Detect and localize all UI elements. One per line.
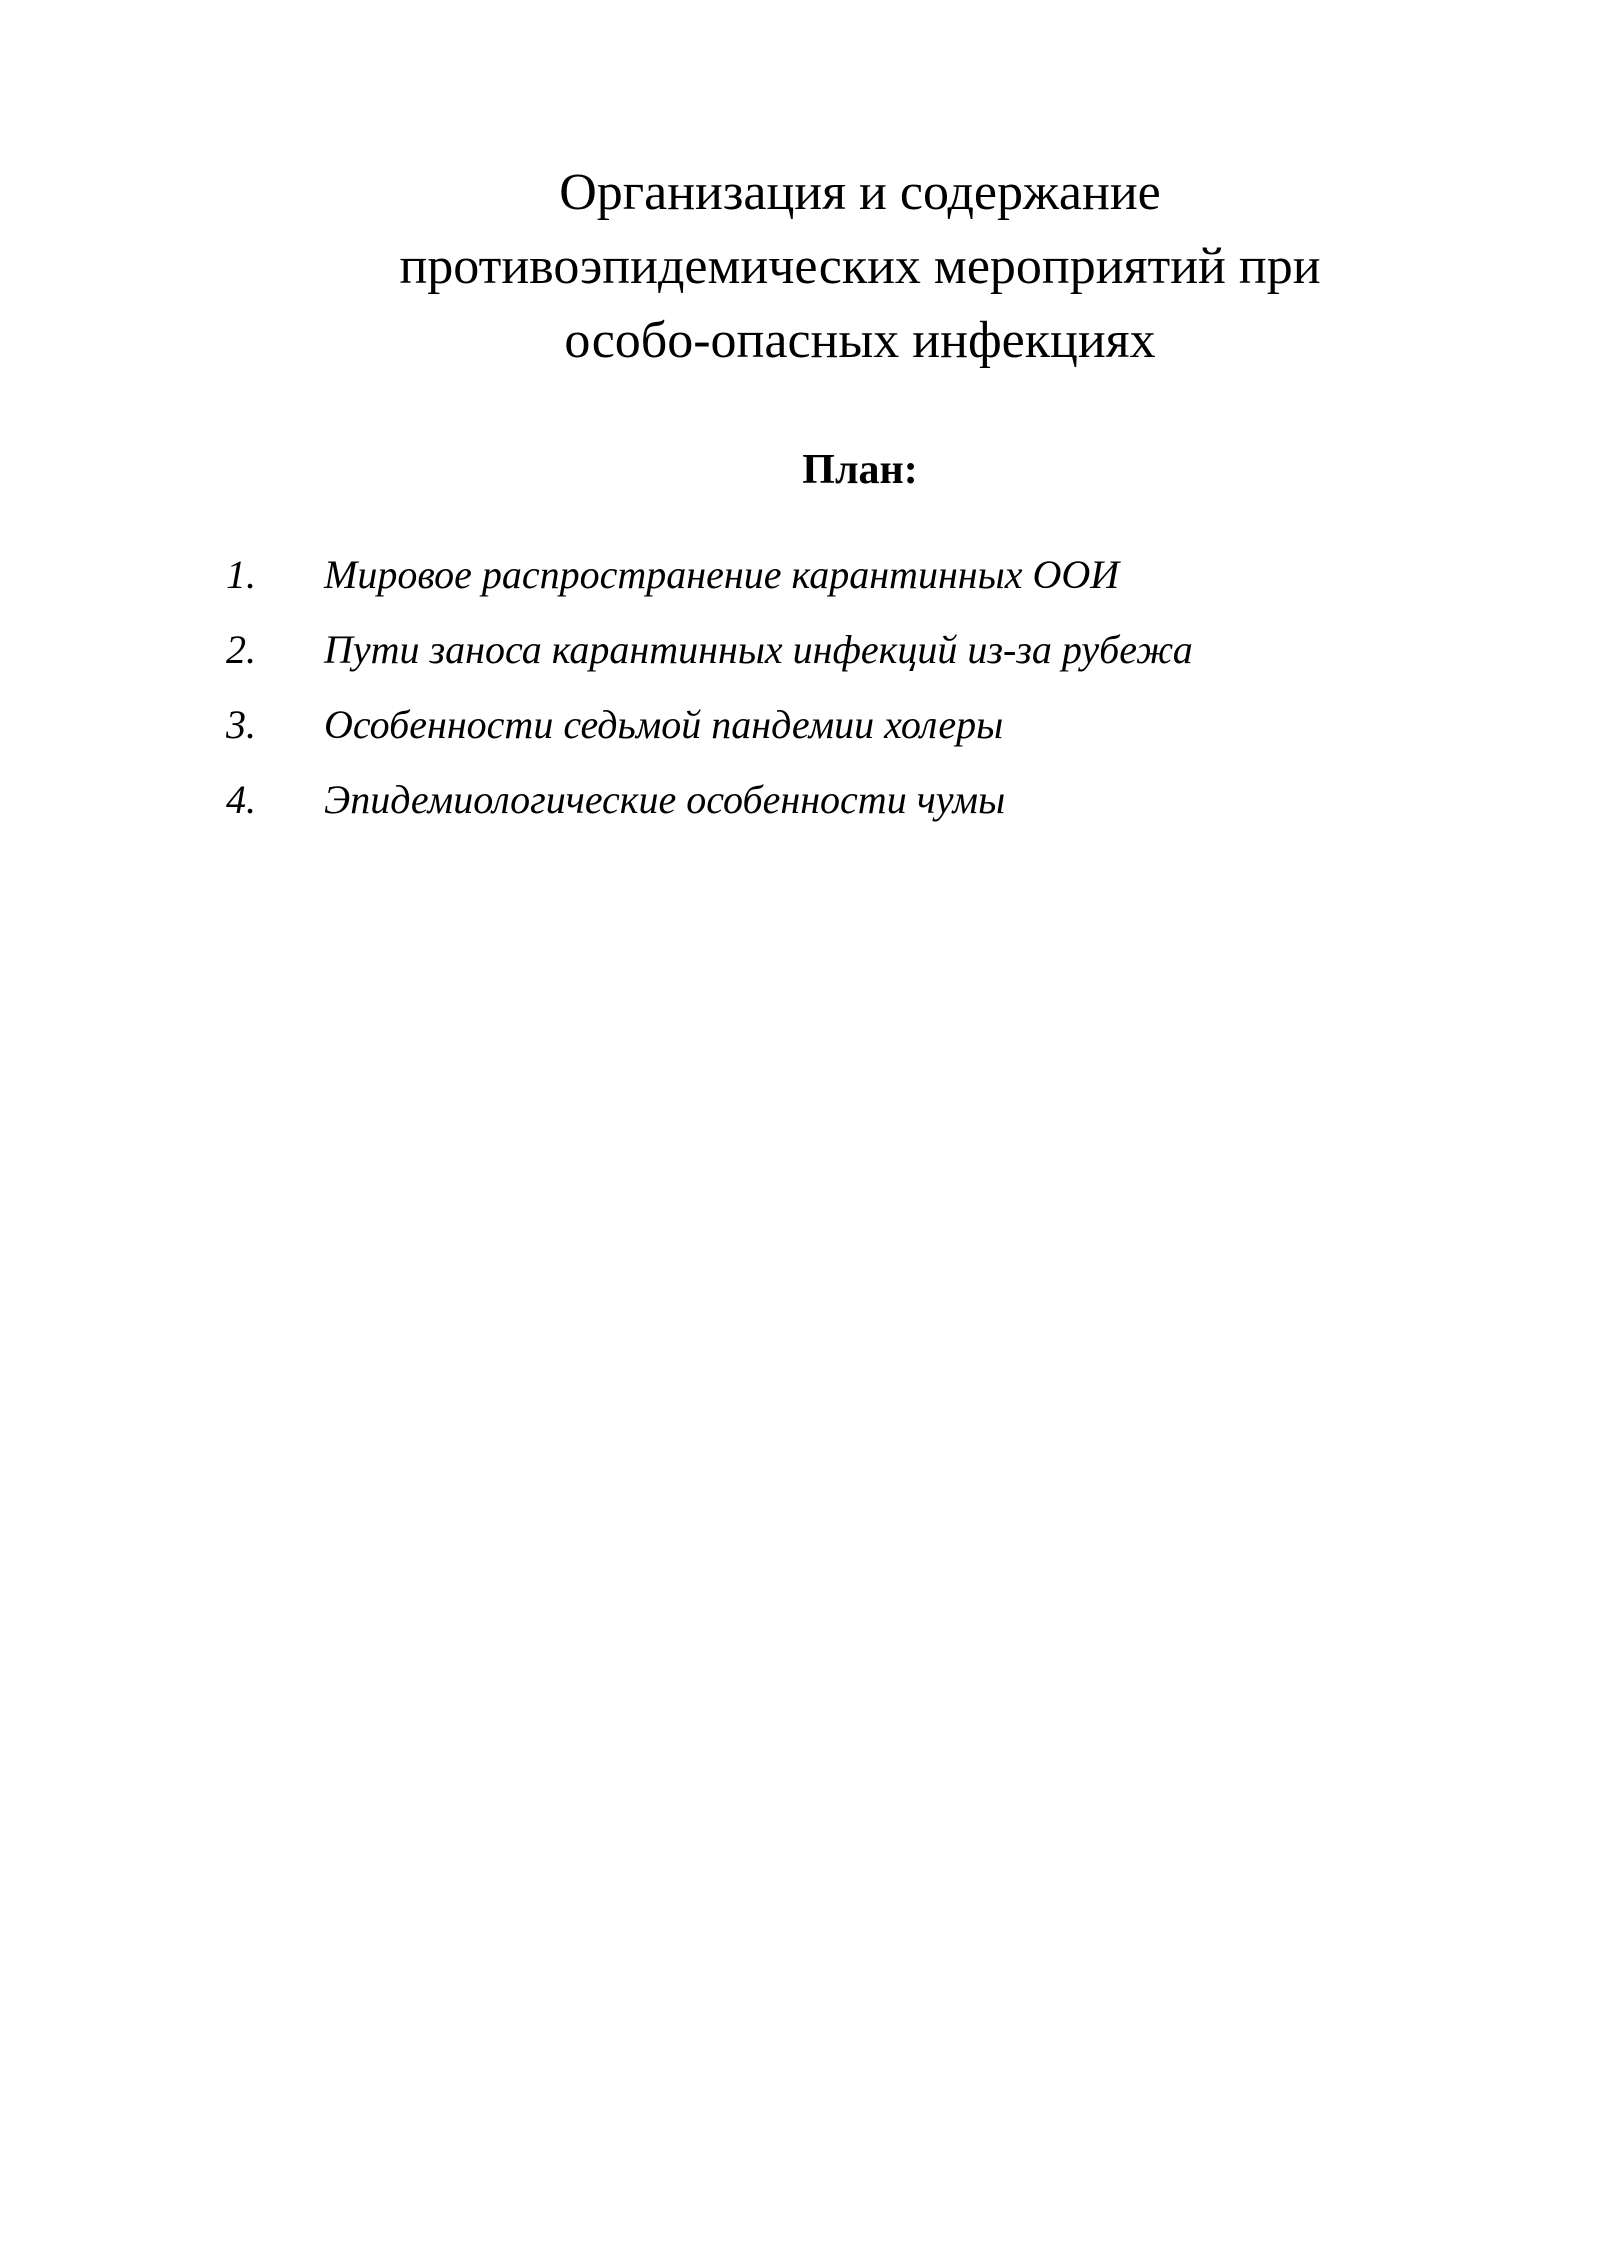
plan-item-text: Особенности седьмой пандемии холеры <box>324 702 1004 747</box>
title-line: противоэпидемических мероприятий при <box>399 238 1321 295</box>
plan-heading: План: <box>802 447 918 493</box>
plan-list-item <box>0 545 1600 620</box>
plan-list-item <box>0 695 1600 770</box>
plan-list <box>0 545 1600 845</box>
document-title <box>300 156 1420 378</box>
plan-item-text: Эпидемиологические особенности чумы <box>324 777 1006 822</box>
plan-item-number: 1. <box>226 552 256 597</box>
plan-item-number: 2. <box>226 627 256 672</box>
plan-item-text: Пути заноса карантинных инфекций из-за рубежа <box>324 627 1193 672</box>
plan-item-number: 4. <box>226 777 256 822</box>
plan-list-item <box>0 770 1600 845</box>
plan-item-text: Мировое распространение карантинных ООИ <box>324 552 1120 597</box>
title-line: особо-опасных инфекциях <box>564 312 1156 369</box>
plan-item-number: 3. <box>226 702 256 747</box>
plan-list-item <box>0 620 1600 695</box>
title-line: Организация и содержание <box>559 164 1161 221</box>
